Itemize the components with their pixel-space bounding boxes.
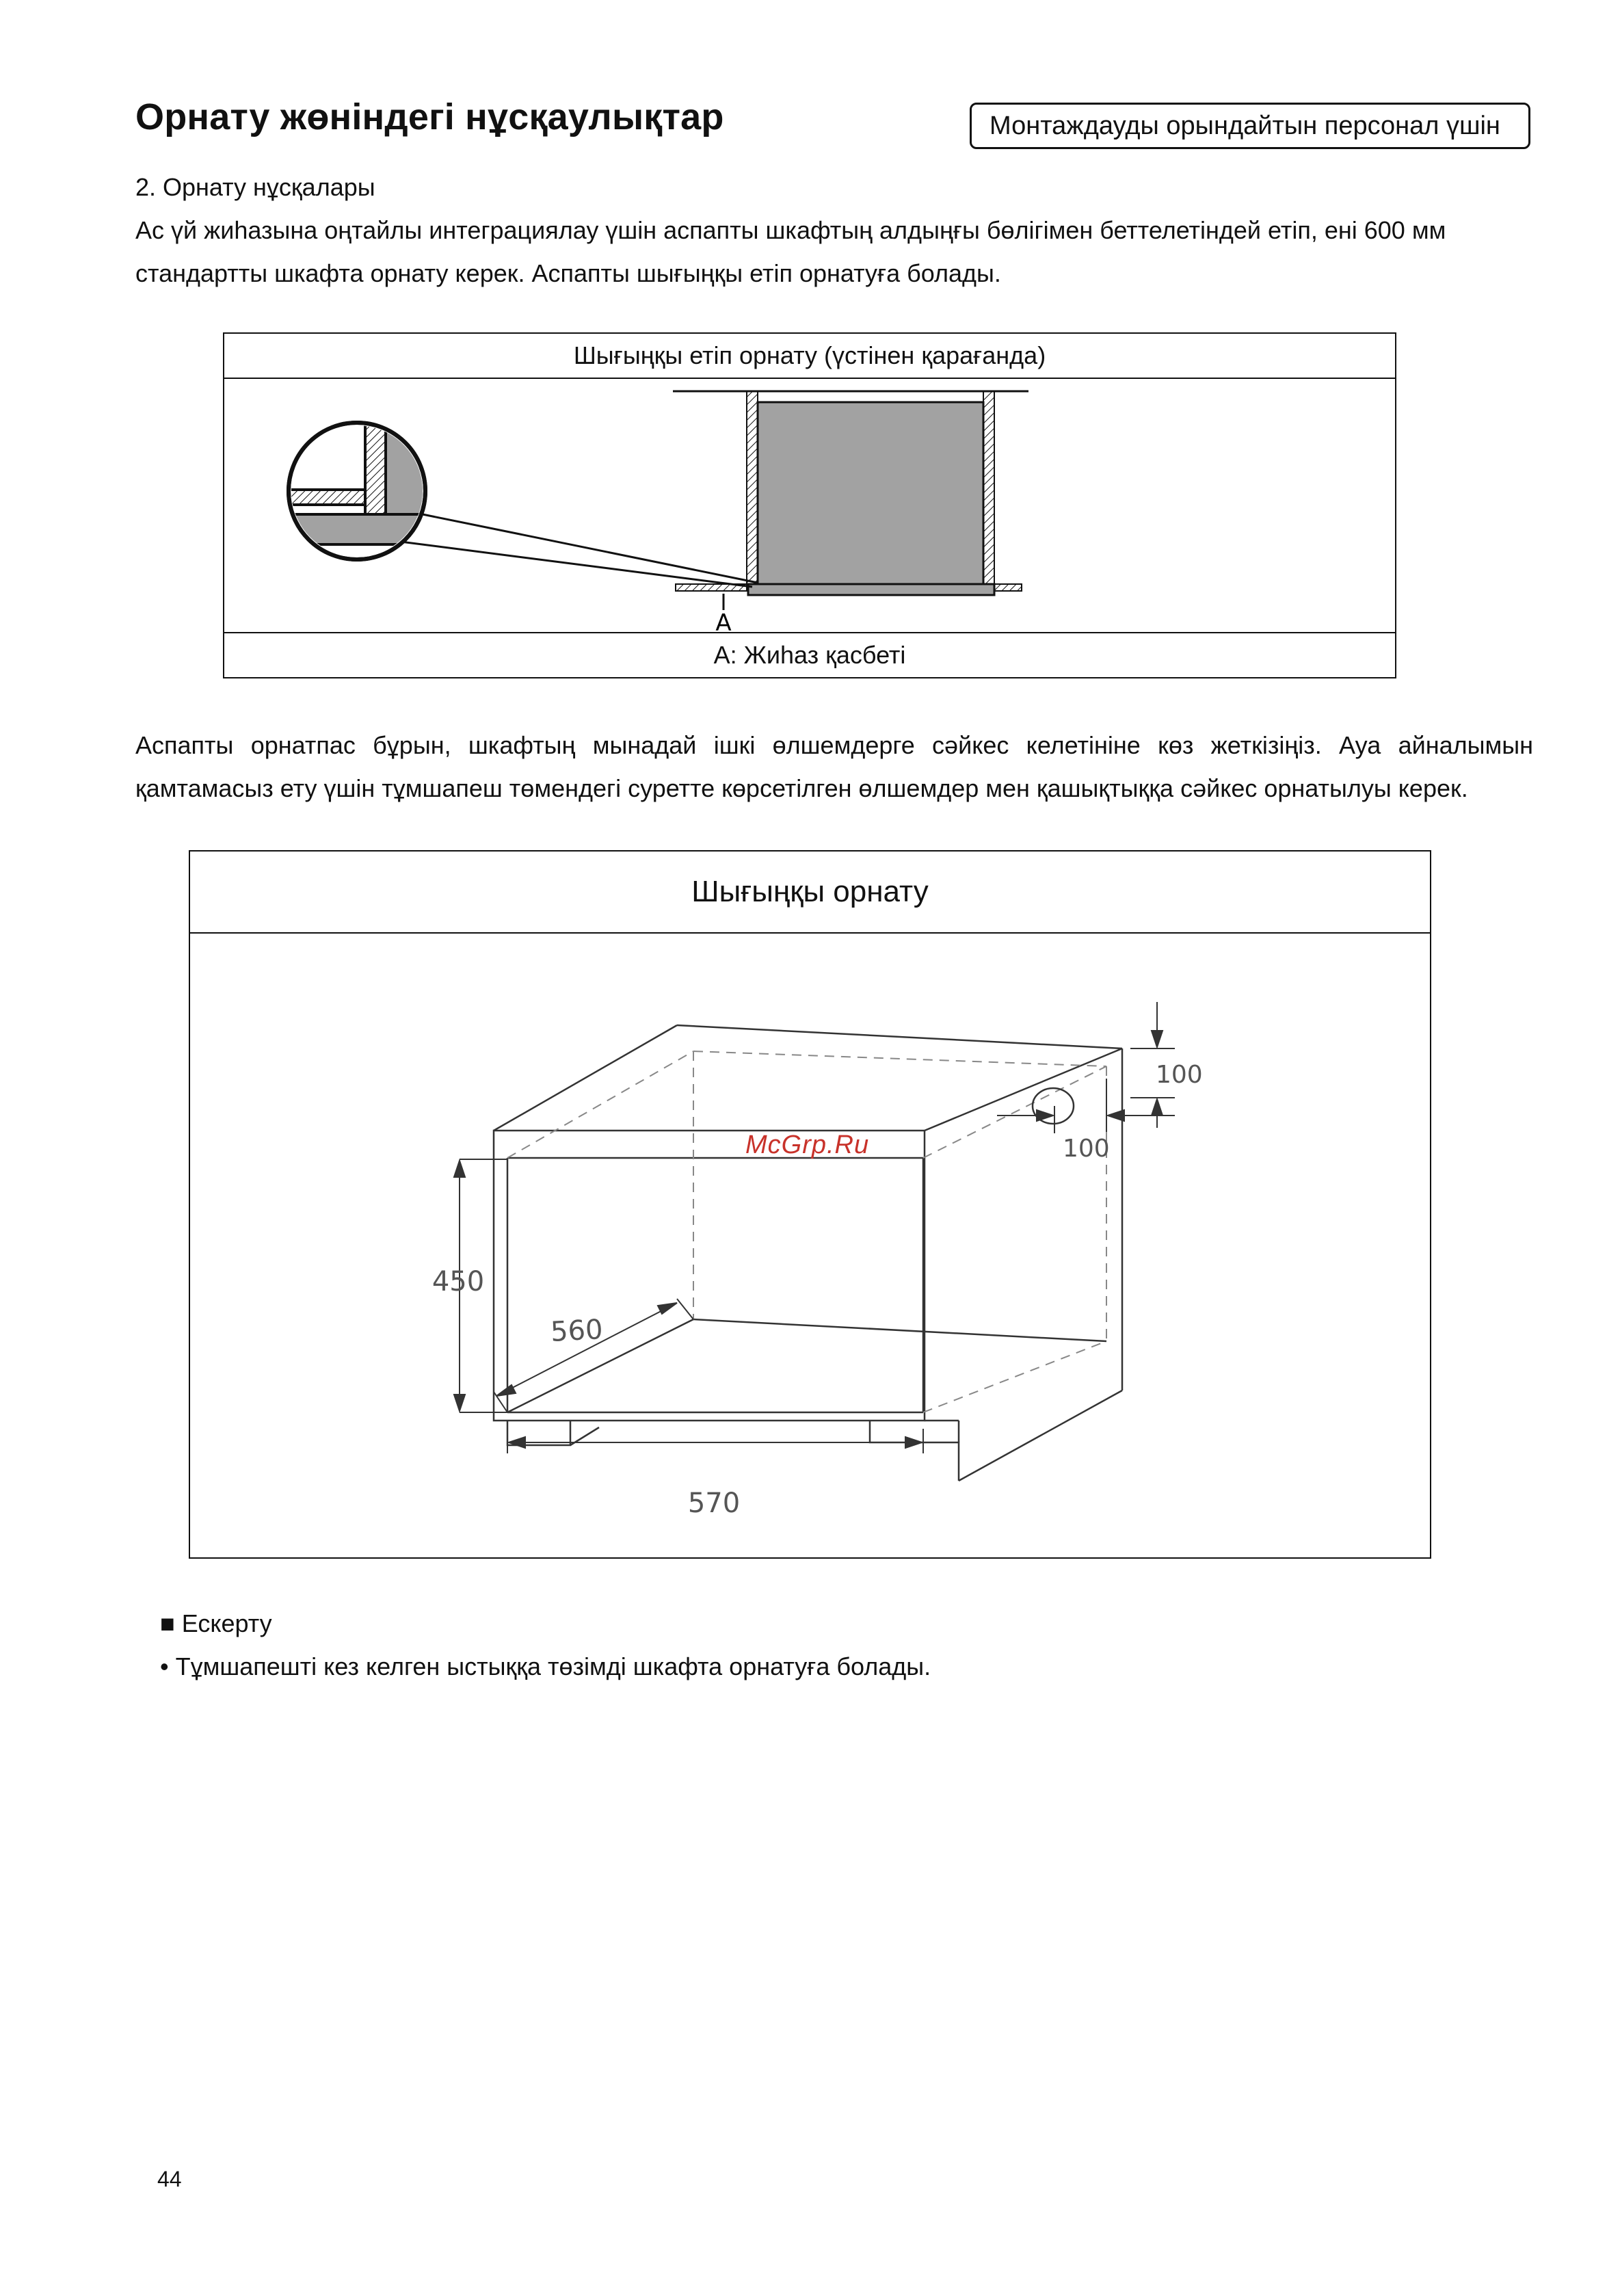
oven-body bbox=[758, 402, 983, 584]
notes-item: • Тұмшапешті кез келген ыстыққа төзімді шкафта орнатуға болады. bbox=[160, 1652, 931, 1680]
top-view-figure bbox=[223, 332, 1396, 678]
cabinet-figure-caption: Шығыңқы орнату bbox=[190, 852, 1430, 934]
marker-label: A bbox=[715, 609, 732, 633]
instructions-paragraph: Аспапты орнатпас бұрын, шкафтың мынадай ішкі өлшемдерге сәйкес келетініне көз жеткізіңіз. Ауа айналымын қамтамасыз ету үшін тұмшапеш төмендегі суретте көрсетілген өлшемдер мен қашықтыққа сәйкес орнатылуы керек. bbox=[135, 731, 1533, 802]
page-title: Орнату жөніндегі нұсқаулықтар bbox=[135, 96, 724, 137]
dim-width-label: 570 bbox=[687, 1488, 741, 1519]
intro-paragraph bbox=[135, 209, 1496, 295]
top-view-diagram bbox=[224, 378, 1395, 633]
cabinet-left-wall bbox=[747, 391, 758, 584]
section-heading: 2. Орнату нұсқалары bbox=[135, 173, 375, 201]
page-number: 44 bbox=[157, 2167, 182, 2191]
intro-line-2: стандартты шкафта орнату керек. Аспапты шығыңқы етіп орнатуға болады. bbox=[135, 259, 1001, 287]
dim-top-label: 100 bbox=[1156, 1061, 1203, 1089]
intro-line-1: Ас үй жиһазына оңтайлы интеграциялау үшін аспапты шкафтың алдыңғы бөлігімен беттелетіндей етіп, ені 600 мм bbox=[135, 216, 1446, 244]
front-panel-right bbox=[994, 584, 1022, 591]
top-view-legend: A: Жиһаз қасбеті bbox=[224, 632, 1395, 677]
oven-door bbox=[748, 584, 994, 595]
cabinet-dimension-diagram bbox=[190, 934, 1430, 1557]
magnifier-detail bbox=[279, 419, 758, 587]
notes-heading: ■ Ескерту bbox=[160, 1609, 272, 1637]
cabinet-right-wall bbox=[983, 391, 994, 584]
dim-height-label: 450 bbox=[431, 1266, 485, 1297]
dim-depth-label: 560 bbox=[549, 1314, 604, 1348]
dim-side-label: 100 bbox=[1063, 1135, 1110, 1163]
audience-badge: Монтаждауды орындайтын персонал үшін bbox=[970, 103, 1530, 149]
cabinet-figure bbox=[189, 850, 1431, 1559]
top-view-caption: Шығыңқы етіп орнату (үстінен қарағанда) bbox=[224, 334, 1395, 379]
cabinet-outline bbox=[494, 1025, 1122, 1481]
watermark: McGrp.Ru bbox=[745, 1131, 870, 1159]
hidden-edges bbox=[507, 1051, 1106, 1412]
